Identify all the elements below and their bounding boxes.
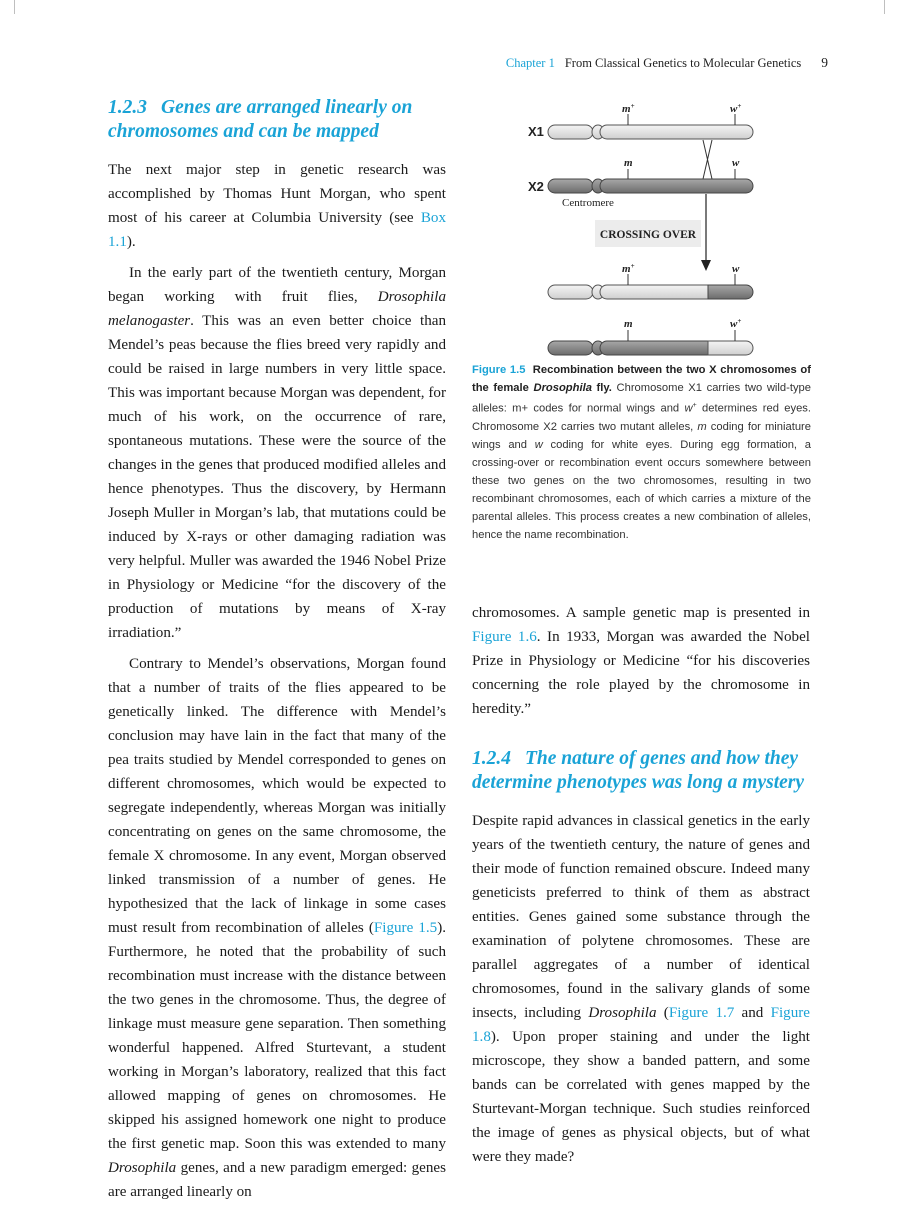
section-heading — [472, 747, 810, 795]
allele-label: w — [732, 263, 740, 275]
figure-caption — [472, 361, 811, 544]
paragraph — [108, 158, 446, 254]
figure-link[interactable]: Figure 1.7 — [668, 1005, 735, 1021]
chromosome-x1 — [548, 125, 753, 139]
paragraph — [108, 261, 446, 645]
recombinant-chromosome-2 — [548, 341, 753, 355]
text-run: ). Furthermore, he noted that the probability of such recombination must increase with the distance between the two genes in the chromosome. Thus, the degree of linkage must measure gene separation. Then something wonderful happened. Alfred Sturtevant, a student working in Morgan’s laboratory, realized that this fact allowed mapping of genes on chromosomes. He skipped his assigned homework one night to produce the first genetic map. Soon this was extended to many — [108, 920, 446, 1152]
section-heading — [108, 96, 446, 144]
right-column — [472, 601, 810, 1169]
caption-text: determines red eyes. Chromosome X2 carries two mutant alleles, — [472, 402, 812, 433]
chapter-label: Chapter 1 — [505, 56, 555, 70]
running-header — [506, 55, 828, 71]
left-column — [108, 96, 446, 1204]
crop-mark-right — [884, 0, 885, 14]
figure-link[interactable]: Figure 1.6 — [472, 629, 537, 645]
recombinant-chromosome-1 — [548, 285, 753, 299]
text-run: . This was an even better choice than Mendel’s peas because the flies breed very rapidly and could be raised in large numbers in very little space. This was important because Morgan was dependent, for much of his work, on the occurrence of rare, spontaneous mutations. These were the source of the changes in the genes that produced modified alleles and hence phenotypes. Thus the discovery, by Hermann Joseph Muller in Morgan’s lab, that mutations could be induced by X-rays or other damaging radiation was very helpful. Muller was awarded the 1946 Nobel Prize in Physiology or Medicine “for the discovery of the production of mutations by means of X-ray irradiation.” — [108, 313, 446, 641]
caption-text: + — [692, 402, 697, 409]
caption-text: coding for white eyes. During egg formation, a crossing-over or recombination event occurs somewhere between these two genes on the two chromosomes, resulting in two recombinant chromosomes, each of which carries a mixture of the parental alleles. This process creates a new combination of alleles, hence the name recombination. — [472, 438, 811, 541]
caption-text: coding for miniature wings and — [472, 420, 811, 451]
section-number: 1.2.4 — [472, 748, 511, 769]
arrow-down-icon — [701, 260, 711, 271]
text-run: In the early part of the twentieth century, Morgan began working with fruit flies, — [108, 265, 446, 305]
figure-link[interactable]: Figure 1.5 — [373, 920, 438, 936]
allele-label: w+ — [730, 317, 742, 330]
paragraph — [472, 809, 810, 1169]
text-run: and — [734, 1005, 771, 1021]
text-run: Contrary to Mendel’s observations, Morgan found that a number of traits of the flies appeared to be genetically linked. The difference with Mendel’s conclusion may have lain in the fact that many of the pea traits studied by Mendel corresponded to genes on different chromosomes, which would be expected to segregate independently, whereas Morgan was initially concentrating on genes on the same chromosome, the female X chromosome. In any event, Morgan observed linked transmission of a number of genes. He hypothesized that the lack of linkage in some cases must result from recombination of alleles ( — [108, 656, 446, 936]
text-run: ). — [126, 234, 136, 250]
text-run: Despite rapid advances in classical genetics in the early years of the twentieth century, the nature of genes and their mode of function remained obscure. Indeed many geneticists preferred to think of them as abstract entities. Genes gained some substance through the examination of polytene chromosomes. These are parallel aggregates of a number of identical chromosomes, found in the salivary glands of some insects, including — [472, 813, 810, 1021]
section-number: 1.2.3 — [108, 97, 147, 118]
crop-mark-left — [14, 0, 15, 14]
figure-link[interactable]: Figure 1.8 — [472, 1005, 810, 1045]
text-run: ( — [656, 1005, 669, 1021]
text-run: chromosomes. A sample genetic map is presented in — [472, 605, 810, 621]
figure-label: Figure 1.5 — [472, 364, 526, 376]
caption-text: m — [697, 420, 707, 433]
caption-text: w — [684, 402, 693, 415]
species-name: Drosophila — [108, 1160, 177, 1176]
figure-title: Recombination between the two X chromosomes of the female Drosophila fly. — [472, 364, 811, 394]
allele-label: w — [732, 157, 740, 169]
paragraph — [472, 601, 810, 721]
species-name: Drosophila melanogaster — [108, 289, 446, 329]
figure-1-5 — [520, 96, 810, 358]
x2-label: X2 — [528, 179, 544, 194]
chapter-title: From Classical Genetics to Molecular Genetics — [564, 56, 802, 70]
text-run: ). Upon proper staining and under the light microscope, they show a banded pattern, and some bands can be correlated with genes mapped by the Sturtevant-Morgan technique. Such studies reinforced the image of genes as physical objects, but of what were they made? — [472, 1029, 810, 1165]
text-run: genes, and a new paradigm emerged: genes are arranged linearly on — [108, 1160, 446, 1200]
caption-text: w — [534, 438, 543, 451]
text-run: The next major step in genetic research was accomplished by Thomas Hunt Morgan, who spent most of his career at Columbia University (see — [108, 162, 446, 226]
section-title: Genes are arranged linearly on chromosomes and can be mapped — [108, 97, 413, 142]
text-run: . In 1933, Morgan was awarded the Nobel Prize in Physiology or Medicine “for his discoveries concerning the role played by the chromosome in heredity.” — [472, 629, 810, 717]
species-name: Drosophila — [588, 1005, 657, 1021]
section-title: The nature of genes and how they determine phenotypes was long a mystery — [472, 748, 805, 793]
chromosome-x2 — [548, 179, 753, 193]
allele-label: m — [624, 318, 633, 330]
caption-text: Chromosome X1 carries two wild-type alleles: m+ codes for normal wings and — [472, 382, 811, 415]
allele-label: m+ — [622, 262, 635, 275]
crossing-over-label: CROSSING OVER — [599, 229, 697, 241]
centromere-label: Centromere — [562, 197, 614, 209]
allele-label: m — [624, 157, 633, 169]
x1-label: X1 — [528, 124, 544, 139]
chromosome-diagram — [520, 96, 810, 358]
paragraph — [108, 652, 446, 1204]
page-number: 9 — [821, 55, 828, 70]
box-link[interactable]: Box 1.1 — [108, 210, 446, 250]
allele-label: m+ — [622, 102, 635, 115]
allele-label: w+ — [730, 102, 742, 115]
